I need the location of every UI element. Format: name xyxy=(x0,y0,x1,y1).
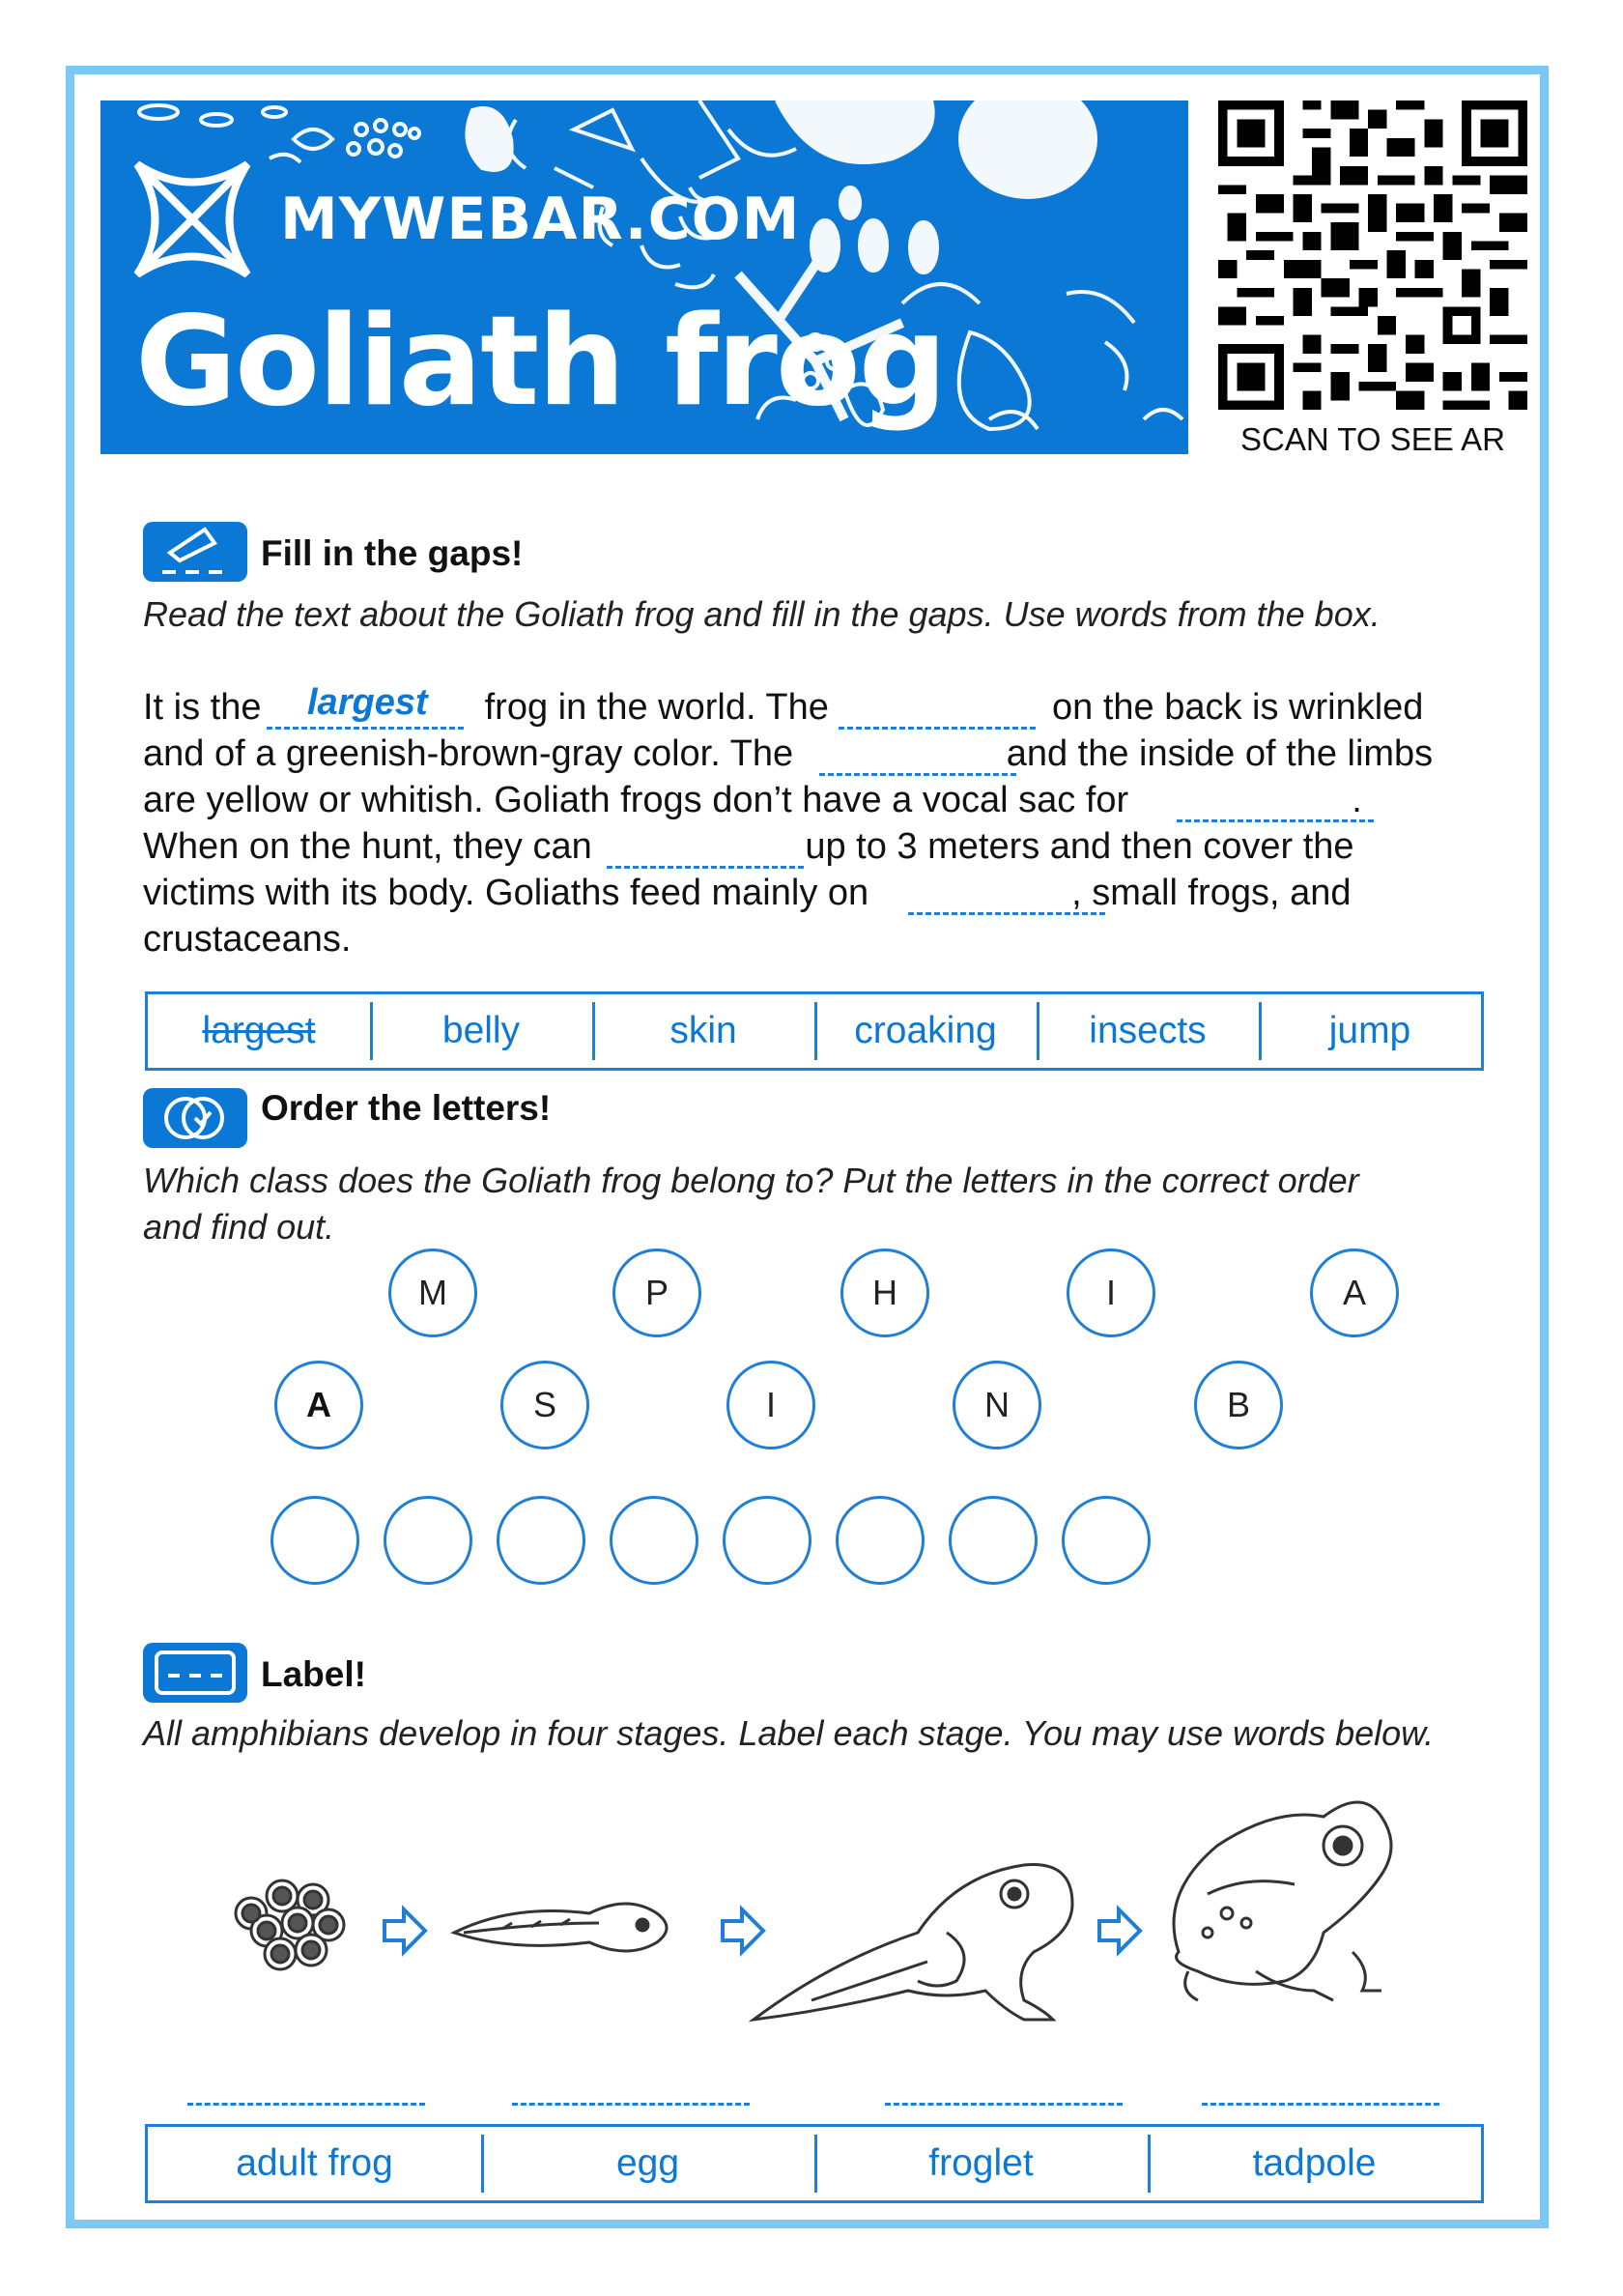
paragraph-text: up to 3 meters and then cover the xyxy=(805,826,1354,867)
word-box xyxy=(145,991,1484,1071)
word-option-largest[interactable]: largest xyxy=(202,1010,316,1051)
word-option-belly[interactable]: belly xyxy=(370,994,592,1068)
fill-gaps-instruction: Read the text about the Goliath frog and fill in the gaps. Use words from the box. xyxy=(143,594,1381,634)
adult-frog-icon xyxy=(1174,1802,1391,2000)
letter-tile[interactable]: I xyxy=(1067,1248,1155,1337)
answer-slot[interactable] xyxy=(836,1496,925,1585)
paragraph-text: frog in the world. The xyxy=(474,687,840,728)
label-blank-1[interactable] xyxy=(187,2103,425,2106)
letter-tile-first[interactable]: A xyxy=(274,1361,363,1449)
letter-tile[interactable]: M xyxy=(388,1248,477,1337)
label-instruction: All amphibians develop in four stages. Label each stage. You may use words below. xyxy=(143,1713,1435,1753)
brand-name: MYWEBAR.COM xyxy=(280,186,801,253)
gap-blank-4[interactable] xyxy=(1177,819,1374,822)
letter-tile[interactable]: N xyxy=(953,1361,1041,1449)
label-dashes-icon xyxy=(143,1643,247,1703)
answer-slot[interactable] xyxy=(384,1496,472,1585)
word-option-froglet[interactable]: froglet xyxy=(814,2127,1148,2200)
word-option-egg[interactable]: egg xyxy=(481,2127,814,2200)
word-option-skin[interactable]: skin xyxy=(592,994,814,1068)
froglet-icon xyxy=(754,1865,1072,2021)
paragraph-text: on the back is wrinkled xyxy=(1041,687,1424,728)
header-banner xyxy=(100,100,1188,454)
word-option-jump[interactable]: jump xyxy=(1259,994,1481,1068)
order-letters-title: Order the letters! xyxy=(261,1088,552,1128)
word-option-croaking[interactable]: croaking xyxy=(814,994,1037,1068)
letter-tile[interactable]: I xyxy=(726,1361,815,1449)
scan-label: SCAN TO SEE AR xyxy=(1240,421,1505,457)
label-blank-3[interactable] xyxy=(885,2103,1123,2106)
paragraph-text: When on the hunt, they can xyxy=(143,826,603,867)
answer-slot[interactable] xyxy=(497,1496,585,1585)
word-option-adult-frog[interactable]: adult frog xyxy=(236,2142,393,2184)
order-letters-instruction: Which class does the Goliath frog belong to? Put the letters in the correct order xyxy=(143,1161,1359,1200)
tadpole-icon xyxy=(454,1904,667,1951)
answer-slot[interactable] xyxy=(610,1496,698,1585)
paragraph-text: crustaceans. xyxy=(143,919,352,960)
gap-blank-6[interactable] xyxy=(908,912,1105,915)
gap-blank-2[interactable] xyxy=(839,727,1036,730)
answer-slot[interactable] xyxy=(949,1496,1038,1585)
letter-tile[interactable]: P xyxy=(612,1248,701,1337)
fill-gaps-title: Fill in the gaps! xyxy=(261,533,524,573)
paragraph-text: victims with its body. Goliaths feed mainly on xyxy=(143,873,869,913)
pencil-icon xyxy=(143,522,247,582)
paragraph-text: . xyxy=(1341,780,1362,820)
paragraph-text: , small frogs, and xyxy=(1071,873,1352,913)
gap-blank-1[interactable] xyxy=(267,727,464,730)
mywebar-logo-icon xyxy=(129,157,255,282)
page-title: Goliath frog xyxy=(135,290,946,434)
label-blank-4[interactable] xyxy=(1202,2103,1439,2106)
qr-code-icon[interactable] xyxy=(1215,100,1530,410)
rings-check-icon xyxy=(143,1088,247,1148)
paragraph-text: It is the xyxy=(143,687,272,728)
life-cycle-illustration xyxy=(213,1778,1468,2029)
egg-cluster-icon xyxy=(236,1880,344,1969)
letter-tile[interactable]: A xyxy=(1310,1248,1399,1337)
gap-blank-3[interactable] xyxy=(819,773,1016,776)
answer-slot[interactable] xyxy=(723,1496,812,1585)
paragraph-text: and of a greenish-brown-gray color. The xyxy=(143,733,804,774)
label-word-box xyxy=(145,2124,1484,2203)
gap-answer-largest: largest xyxy=(307,682,428,723)
answer-slot[interactable] xyxy=(270,1496,359,1585)
letter-tile[interactable]: S xyxy=(500,1361,589,1449)
label-title: Label! xyxy=(261,1654,366,1694)
order-letters-instruction-2: and find out. xyxy=(143,1207,335,1247)
word-option-tadpole[interactable]: tadpole xyxy=(1148,2127,1481,2200)
answer-slot[interactable] xyxy=(1062,1496,1151,1585)
letter-tile[interactable]: B xyxy=(1194,1361,1283,1449)
paragraph-text: are yellow or whitish. Goliath frogs don’t have a vocal sac for xyxy=(143,780,1139,820)
paragraph-text: and the inside of the limbs xyxy=(1006,733,1434,774)
label-blank-2[interactable] xyxy=(512,2103,750,2106)
word-option-insects[interactable]: insects xyxy=(1037,994,1259,1068)
gap-blank-5[interactable] xyxy=(607,866,804,869)
letter-tile[interactable]: H xyxy=(840,1248,929,1337)
